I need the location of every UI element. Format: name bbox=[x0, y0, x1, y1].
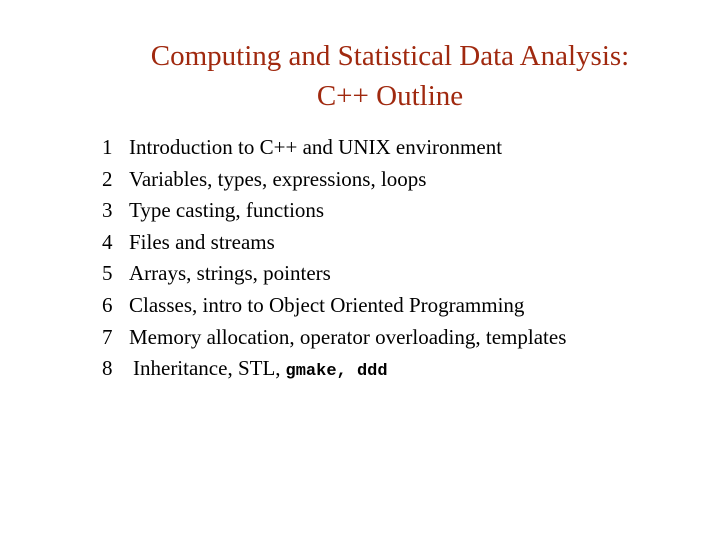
outline-item-7 bbox=[102, 322, 702, 354]
outline-item-4 bbox=[102, 227, 702, 259]
outline-item-text bbox=[133, 353, 388, 388]
outline-item-code: gmake, ddd bbox=[285, 362, 388, 382]
outline-item-number: 2 bbox=[102, 166, 113, 191]
outline-item-number: 8 bbox=[102, 356, 113, 381]
outline-item-6 bbox=[102, 290, 702, 322]
outline-item-3 bbox=[102, 195, 702, 227]
slide-title-line-2: C++ Outline bbox=[316, 80, 464, 112]
outline-item-number: 7 bbox=[102, 324, 113, 349]
outline-item-number: 4 bbox=[102, 229, 113, 254]
slide-title-line-1: Computing and Statistical Data Analysis: bbox=[150, 40, 630, 72]
outline-item-text-main: Inheritance, STL, bbox=[133, 356, 281, 381]
outline-item-number: 5 bbox=[102, 261, 113, 286]
outline-item-8 bbox=[102, 353, 702, 385]
outline-item-5 bbox=[102, 258, 702, 290]
outline-item-text: Type casting, functions bbox=[129, 198, 325, 223]
outline-list bbox=[102, 132, 702, 385]
outline-item-number: 6 bbox=[102, 292, 113, 317]
outline-item-text: Variables, types, expressions, loops bbox=[129, 166, 427, 191]
outline-item-text: Files and streams bbox=[129, 229, 275, 254]
outline-item-text: Classes, intro to Object Oriented Programming bbox=[129, 292, 525, 317]
outline-item-text: Memory allocation, operator overloading, templates bbox=[129, 324, 567, 349]
outline-item-2 bbox=[102, 164, 702, 196]
outline-item-text: Introduction to C++ and UNIX environment bbox=[129, 135, 503, 159]
outline-item-number: 1 bbox=[102, 135, 113, 159]
outline-item-text: Arrays, strings, pointers bbox=[129, 261, 331, 286]
outline-item-number: 3 bbox=[102, 198, 113, 223]
outline-item-1 bbox=[102, 132, 702, 164]
